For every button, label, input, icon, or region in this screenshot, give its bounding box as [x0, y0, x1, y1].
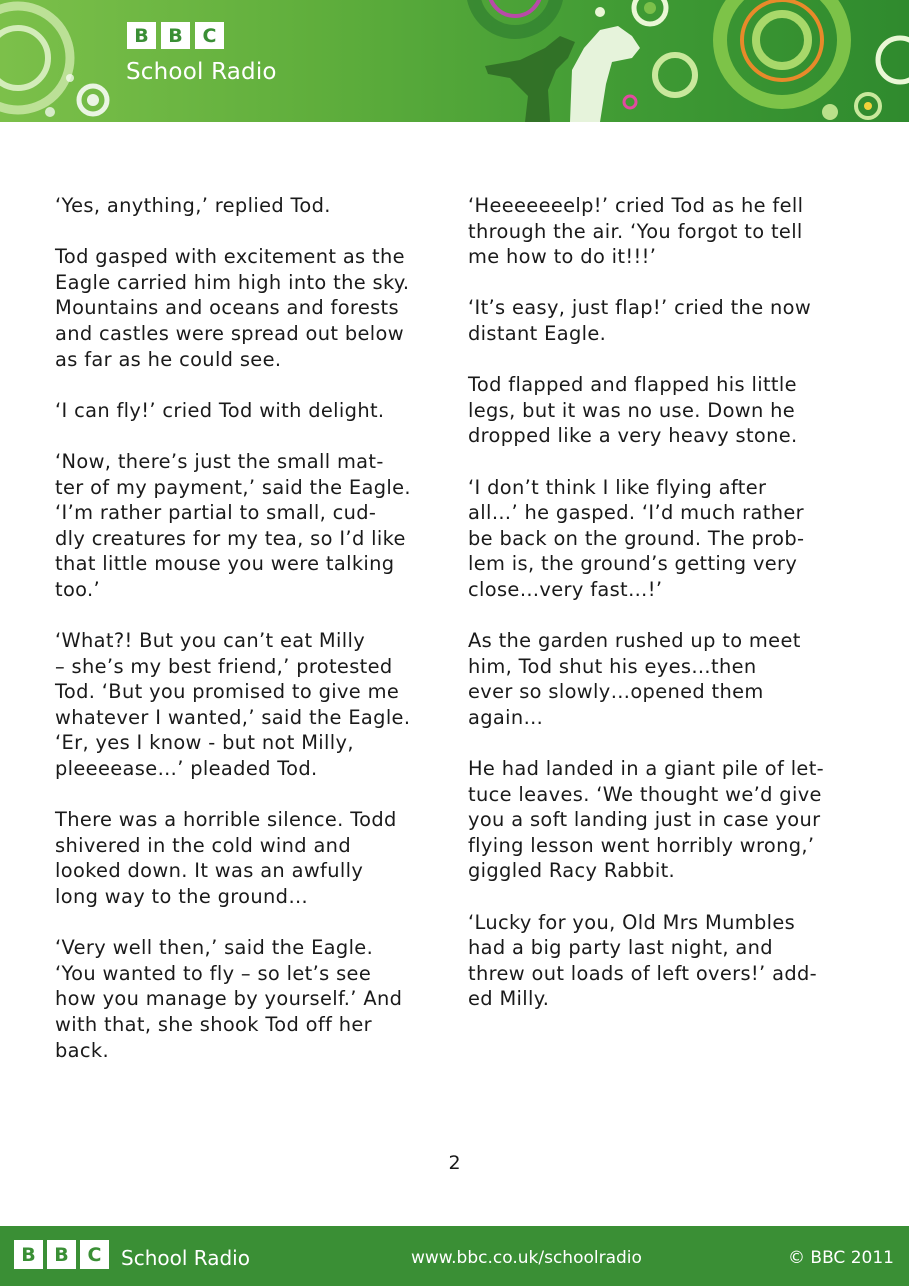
paragraph: As the garden rushed up to meet him, Tod shut his eyes…then ever so slowly…opened them again… [468, 629, 801, 729]
bbc-logo [14, 1240, 109, 1269]
paragraph: ‘Lucky for you, Old Mrs Mumbles had a big party last night, and threw out loads of left overs!’ add- ed Milly. [468, 910, 817, 1011]
story-column-right [468, 193, 868, 1038]
footer-brand: School Radio [121, 1246, 250, 1270]
story-column-left [55, 193, 455, 1089]
website-link[interactable]: www.bbc.co.uk/schoolradio [411, 1248, 642, 1268]
paragraph: ‘I don’t think I like flying after all…’ he gasped. ‘I’d much rather be back on the ground. The prob- lem is, the ground’s getting very close…very fast…!’ [468, 475, 805, 601]
bbc-logo-letter: C [80, 1240, 109, 1269]
paragraph: ‘What?! But you can’t eat Milly – she’s my best friend,’ protested Tod. ‘But you promised to give me whatever I wanted,’ said the Eagle. ‘Er, yes I know - but not Milly, pleeeease…’ pleaded Tod. [55, 629, 411, 781]
paragraph: ‘I can fly!’ cried Tod with delight. [55, 398, 385, 422]
brand-title: School Radio [126, 59, 277, 85]
paragraph: He had landed in a giant pile of let- tuce leaves. ‘We thought we’d give you a soft landing just in case your flying lesson went horribly wrong,’ giggled Racy Rabbit. [468, 757, 825, 883]
bbc-logo-letter: B [47, 1240, 76, 1269]
paragraph: ‘Yes, anything,’ replied Tod. [55, 194, 331, 217]
paragraph: ‘Heeeeeeelp!’ cried Tod as he fell through the air. ‘You forgot to tell me how to do it!!!’ [468, 194, 804, 269]
paragraph: Tod gasped with excitement as the Eagle carried him high into the sky. Mountains and oceans and forests and castles were spread out below as far as he could see. [55, 245, 410, 371]
paragraph: Tod flapped and flapped his little legs, but it was no use. Down he dropped like a very heavy stone. [468, 373, 798, 448]
bbc-logo-letter: B [161, 22, 190, 49]
page-number: 2 [448, 1152, 461, 1174]
paragraph: ‘Now, there’s just the small mat- ter of my payment,’ said the Eagle. ‘I’m rather partial to small, cud- dly creatures for my tea, so I’d like that little mouse you were talking too.’ [55, 449, 411, 601]
footer-bar [0, 1226, 909, 1286]
bbc-logo [127, 22, 224, 49]
paragraph: ‘Very well then,’ said the Eagle. ‘You wanted to fly – so let’s see how you manage by yourself.’ And with that, she shook Tod off her back. [55, 936, 403, 1062]
copyright-notice: © BBC 2011 [788, 1248, 894, 1268]
header-banner [0, 0, 909, 122]
paragraph: There was a horrible silence. Todd shivered in the cold wind and looked down. It was an awfully long way to the ground… [55, 808, 397, 909]
bbc-logo-letter: C [195, 22, 224, 49]
paragraph: ‘It’s easy, just flap!’ cried the now distant Eagle. [468, 296, 812, 345]
bbc-logo-letter: B [127, 22, 156, 49]
bbc-logo-letter: B [14, 1240, 43, 1269]
